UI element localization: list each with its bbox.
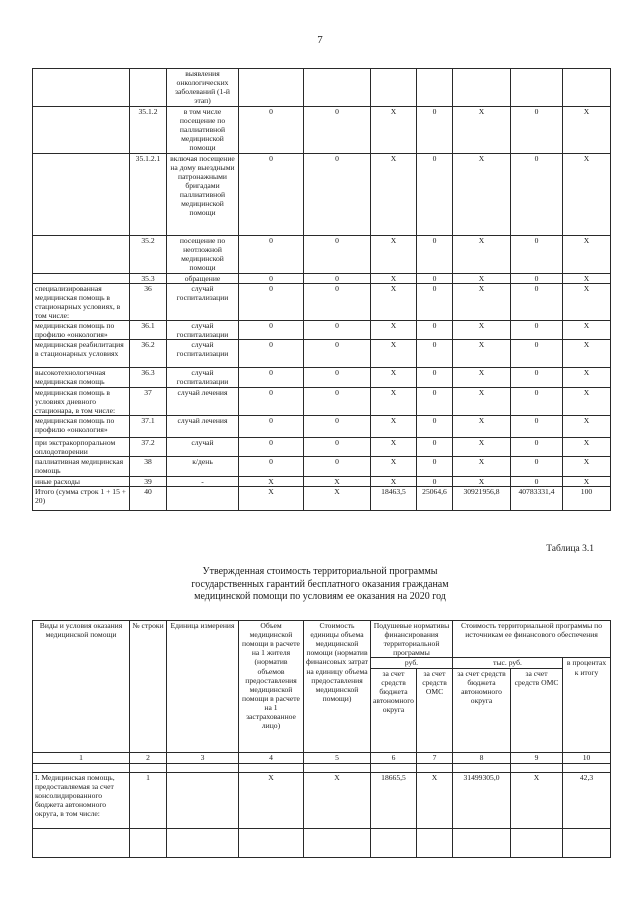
row-cell: 31499305,0 (453, 772, 511, 828)
row-cell: 0 (239, 457, 304, 477)
row-cell: X (453, 107, 511, 154)
row-cell: 0 (511, 273, 563, 283)
row-cell: 0 (417, 107, 453, 154)
row-cell: 0 (417, 321, 453, 340)
row-cell: X (239, 772, 304, 828)
row-cell: 0 (239, 107, 304, 154)
row-cell: X (511, 772, 563, 828)
row-cell: X (453, 153, 511, 235)
row-cell: X (304, 487, 371, 511)
title-line: Утвержденная стоимость территориальной программы (202, 566, 438, 577)
row-cell: 0 (417, 283, 453, 320)
row-cell: X (239, 477, 304, 487)
row-name: медицинская реабилитация в стационарных условиях (33, 340, 130, 368)
row-cell: X (453, 283, 511, 320)
row-cell (511, 69, 563, 107)
row-unit: случай госпитализации (167, 283, 239, 320)
table-row (33, 477, 611, 487)
table-row (33, 772, 611, 828)
row-cell: 0 (417, 387, 453, 415)
column-number: 4 (239, 752, 304, 763)
row-name: иные расходы (33, 477, 130, 487)
column-number: 6 (371, 752, 417, 763)
row-cell: X (371, 340, 417, 368)
row-cell: X (563, 107, 611, 154)
row-cell: X (453, 387, 511, 415)
row-unit: к/день (167, 457, 239, 477)
bottom-table (32, 620, 611, 858)
row-cell: 0 (511, 477, 563, 487)
spacer-row (33, 828, 611, 857)
row-cell: X (371, 153, 417, 235)
row-cell: X (563, 415, 611, 437)
row-name: медицинская помощь в условиях дневного стационара, в том числе: (33, 387, 130, 415)
row-cell: X (371, 107, 417, 154)
row-cell: 0 (511, 153, 563, 235)
row-cell: X (563, 321, 611, 340)
header-col67-group: Подушевые нормативы финансирования территориальной программы (371, 621, 453, 658)
row-cell: 0 (304, 340, 371, 368)
row-cell: 0 (239, 437, 304, 456)
header-col67-unit: руб. (371, 658, 453, 668)
row-cell: X (453, 368, 511, 387)
header-col2: № строки (130, 621, 167, 753)
header-col7: за счет средств ОМС (417, 668, 453, 752)
row-name (33, 107, 130, 154)
row-cell: X (371, 477, 417, 487)
row-unit: посещение по неотложной медицинской помощи (167, 235, 239, 273)
row-cell (371, 69, 417, 107)
row-cell: 0 (511, 321, 563, 340)
header-col5: Стоимость единицы объема медицинской помощи (норматив финансовых затрат на единицу объема предоставления медицинской помощи) (304, 621, 371, 753)
row-cell: X (453, 235, 511, 273)
row-name: медицинская помощь по профилю «онкология» (33, 415, 130, 437)
row-cell: 0 (511, 283, 563, 320)
row-cell: 0 (304, 107, 371, 154)
header-col8: за счет средств бюджета автономного округа (453, 668, 511, 752)
row-cell: X (453, 415, 511, 437)
row-cell: 0 (511, 415, 563, 437)
row-cell: 18665,5 (371, 772, 417, 828)
table-row (33, 273, 611, 283)
row-number: 35.1.2.1 (130, 153, 167, 235)
column-number: 3 (167, 752, 239, 763)
header-col9: за счет средств ОМС (511, 668, 563, 752)
table-row (33, 321, 611, 340)
row-number: 37 (130, 387, 167, 415)
row-cell (304, 69, 371, 107)
row-cell: X (563, 153, 611, 235)
row-unit: случай лечения (167, 415, 239, 437)
row-number: 36.2 (130, 340, 167, 368)
row-name (33, 153, 130, 235)
row-number: 36.3 (130, 368, 167, 387)
row-unit: случай госпитализации (167, 340, 239, 368)
row-cell: X (563, 477, 611, 487)
row-cell: X (371, 387, 417, 415)
row-name: медицинская помощь по профилю «онкология» (33, 321, 130, 340)
row-cell: 0 (239, 368, 304, 387)
column-numbers-row (33, 752, 611, 763)
row-cell: X (563, 273, 611, 283)
row-cell: 0 (304, 368, 371, 387)
row-cell: X (563, 340, 611, 368)
row-cell: X (371, 457, 417, 477)
column-number: 2 (130, 752, 167, 763)
row-cell: 40783331,4 (511, 487, 563, 511)
row-number: 37.2 (130, 437, 167, 456)
column-number: 5 (304, 752, 371, 763)
row-cell: 0 (304, 387, 371, 415)
row-unit (167, 487, 239, 511)
row-unit (167, 772, 239, 828)
row-cell: X (371, 437, 417, 456)
row-cell: 0 (239, 321, 304, 340)
row-cell: X (563, 235, 611, 273)
header-col6: за счет средств бюджета автономного округа (371, 668, 417, 752)
row-name: I. Медицинская помощь, предоставляемая за счет консолидированного бюджета автономного округа, в том числе: (33, 772, 130, 828)
row-cell: 0 (417, 235, 453, 273)
row-cell: X (563, 457, 611, 477)
row-cell: 0 (239, 235, 304, 273)
table-row (33, 340, 611, 368)
row-cell: X (453, 477, 511, 487)
row-number: 36.1 (130, 321, 167, 340)
spacer-row (33, 763, 611, 772)
table-row (33, 457, 611, 477)
row-cell: X (371, 235, 417, 273)
table-row (33, 437, 611, 456)
row-cell: X (563, 387, 611, 415)
row-cell: X (453, 340, 511, 368)
row-cell: 0 (304, 437, 371, 456)
row-name: при экстракорпоральном оплодотворении (33, 437, 130, 456)
table-row (33, 387, 611, 415)
row-cell: 0 (511, 235, 563, 273)
row-cell: X (453, 437, 511, 456)
row-cell: 0 (304, 457, 371, 477)
row-name: паллиативная медицинская помощь (33, 457, 130, 477)
row-cell: 0 (417, 477, 453, 487)
row-cell: X (563, 368, 611, 387)
header-col1: Виды и условия оказания медицинской помощи (33, 621, 130, 753)
row-cell: X (371, 415, 417, 437)
row-number: 37.1 (130, 415, 167, 437)
row-cell: 0 (239, 340, 304, 368)
column-number: 1 (33, 752, 130, 763)
row-name: Итого (сумма строк 1 + 15 + 20) (33, 487, 130, 511)
row-name: высокотехнологичная медицинская помощь (33, 368, 130, 387)
row-cell: 0 (417, 437, 453, 456)
row-cell: 0 (239, 273, 304, 283)
row-cell: X (371, 273, 417, 283)
row-name: специализированная медицинская помощь в стационарных условиях, в том числе: (33, 283, 130, 320)
row-cell: 0 (239, 415, 304, 437)
row-cell: 0 (304, 415, 371, 437)
table-row (33, 153, 611, 235)
top-table (32, 68, 611, 511)
column-number: 7 (417, 752, 453, 763)
row-cell: 0 (239, 153, 304, 235)
table-row (33, 283, 611, 320)
header-col89-unit: тыс. руб. (453, 658, 563, 668)
row-cell: X (371, 283, 417, 320)
table-row (33, 415, 611, 437)
row-unit: включая посещение на дому выездными патронажными бригадами паллиативной медицинской помощи (167, 153, 239, 235)
row-cell: X (239, 487, 304, 511)
row-number: 40 (130, 487, 167, 511)
row-cell: 0 (417, 153, 453, 235)
row-cell: 0 (304, 273, 371, 283)
page-number: 7 (317, 34, 323, 46)
row-cell: X (563, 437, 611, 456)
row-cell (563, 69, 611, 107)
row-cell: 0 (239, 283, 304, 320)
row-cell: 0 (417, 457, 453, 477)
row-unit: случай госпитализации (167, 321, 239, 340)
header-col3: Единица измерения (167, 621, 239, 753)
row-cell: X (371, 368, 417, 387)
row-cell: 42,3 (563, 772, 611, 828)
row-unit: случай госпитализации (167, 368, 239, 387)
row-number: 35.3 (130, 273, 167, 283)
row-cell: X (304, 772, 371, 828)
row-cell: 25064,6 (417, 487, 453, 511)
row-cell: 0 (239, 387, 304, 415)
row-cell: 30921956,8 (453, 487, 511, 511)
row-name (33, 235, 130, 273)
header-col10: в процентах к итогу (563, 658, 611, 752)
title-line: государственных гарантий бесплатного оказания гражданам (191, 578, 449, 590)
table-row (33, 69, 611, 107)
row-name (33, 69, 130, 107)
column-number: 10 (563, 752, 611, 763)
row-cell: 100 (563, 487, 611, 511)
header-col4: Объем медицинской помощи в расчете на 1 жителя (норматив объемов предоставления медицинской помощи в расчете на 1 застрахованное лицо) (239, 621, 304, 753)
row-number: 35.2 (130, 235, 167, 273)
row-cell: 0 (511, 387, 563, 415)
row-unit: в том числе посещение по паллиативной медицинской помощи (167, 107, 239, 154)
row-cell: X (371, 321, 417, 340)
row-cell: 0 (417, 340, 453, 368)
row-number: 35.1.2 (130, 107, 167, 154)
row-cell: 18463,5 (371, 487, 417, 511)
row-cell: X (453, 273, 511, 283)
row-cell (453, 69, 511, 107)
row-cell: 0 (304, 321, 371, 340)
row-unit: случай (167, 437, 239, 456)
row-cell: 0 (417, 415, 453, 437)
row-number: 36 (130, 283, 167, 320)
row-cell: 0 (304, 235, 371, 273)
row-unit: - (167, 477, 239, 487)
row-cell: 0 (511, 340, 563, 368)
table-row (33, 235, 611, 273)
row-cell: 0 (304, 283, 371, 320)
row-number: 1 (130, 772, 167, 828)
column-number: 8 (453, 752, 511, 763)
table-row (33, 368, 611, 387)
row-name (33, 273, 130, 283)
title-line: медицинской помощи по условиям ее оказания на 2020 год (194, 591, 446, 602)
row-cell: 0 (511, 457, 563, 477)
row-number (130, 69, 167, 107)
row-cell: 0 (304, 153, 371, 235)
row-cell (239, 69, 304, 107)
row-cell (417, 69, 453, 107)
row-cell: X (417, 772, 453, 828)
row-cell: X (453, 457, 511, 477)
row-unit: обращение (167, 273, 239, 283)
table-row (33, 107, 611, 154)
header-col810-group: Стоимость территориальной программы по источникам ее финансового обеспечения (453, 621, 611, 658)
table-title (0, 566, 640, 604)
row-cell: X (304, 477, 371, 487)
table-row (33, 487, 611, 511)
row-cell: 0 (511, 368, 563, 387)
row-cell: X (563, 283, 611, 320)
row-unit: выявления онкологических заболеваний (1-й этап) (167, 69, 239, 107)
row-cell: 0 (511, 107, 563, 154)
row-number: 38 (130, 457, 167, 477)
column-number: 9 (511, 752, 563, 763)
row-cell: X (453, 321, 511, 340)
row-cell: 0 (417, 273, 453, 283)
row-cell: 0 (417, 368, 453, 387)
row-cell: 0 (511, 437, 563, 456)
table-label: Таблица 3.1 (546, 544, 594, 554)
row-unit: случай лечения (167, 387, 239, 415)
row-number: 39 (130, 477, 167, 487)
